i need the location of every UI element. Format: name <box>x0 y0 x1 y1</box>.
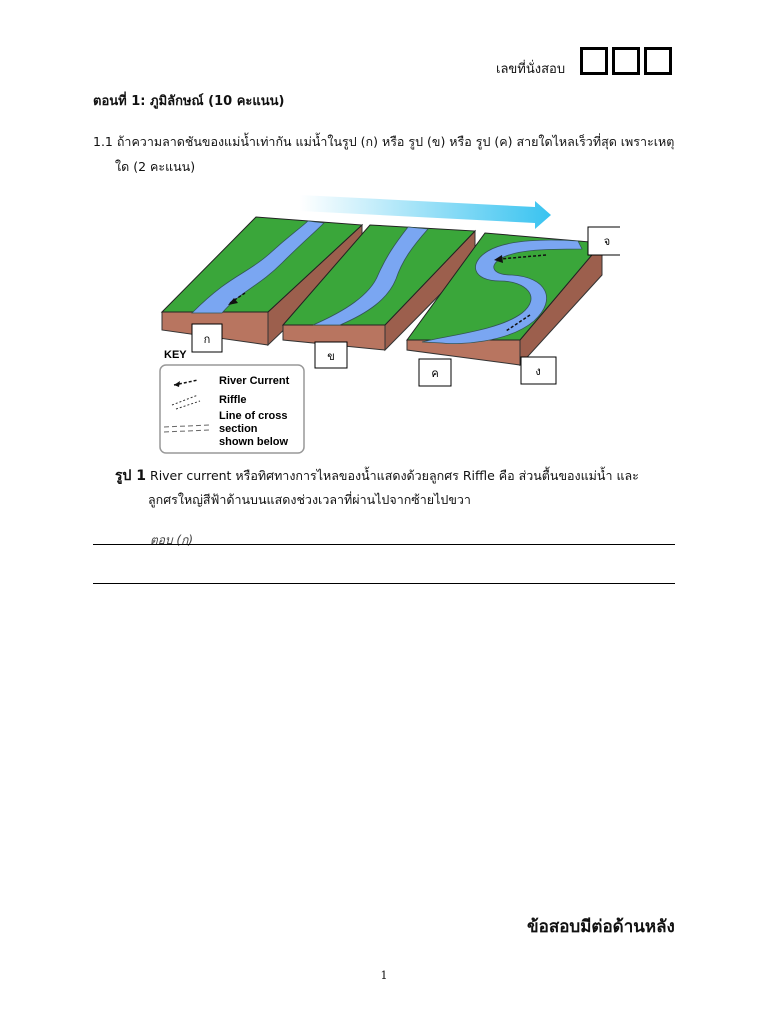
figure-caption-line-1 <box>115 465 639 487</box>
svg-text:จ: จ <box>603 236 611 248</box>
question-text-line-1: 1.1 ถ้าความลาดชันของแม่น้ำเท่ากัน แม่น้ำในรูป (ก) หรือ รูป (ข) หรือ รูป (ค) สายใดไหลเร็วที่สุด เพราะเหตุ <box>93 134 675 149</box>
svg-text:ค: ค <box>431 368 439 380</box>
key-river-current: River Current <box>219 375 290 387</box>
answer-line-1[interactable] <box>93 544 675 545</box>
label-c <box>419 359 451 386</box>
label-b <box>315 342 347 368</box>
key-cross-section-2: section <box>219 423 258 435</box>
key-cross-section-1: Line of cross <box>219 410 288 422</box>
seat-number-label: เลขที่นั่งสอบ <box>496 62 566 77</box>
section-title: ตอนที่ 1: ภูมิลักษณ์ (10 คะแนน) <box>93 94 285 109</box>
key-riffle: Riffle <box>219 394 247 406</box>
svg-text:ง: ง <box>535 366 541 378</box>
key-legend <box>160 365 304 453</box>
seat-number-box-2[interactable] <box>612 47 640 75</box>
question-text-line-2: ใด (2 คะแนน) <box>115 159 196 174</box>
page-number: 1 <box>380 969 388 982</box>
label-e <box>588 227 620 255</box>
continue-notice: ข้อสอบมีต่อด้านหลัง <box>527 917 675 937</box>
svg-text:ข: ข <box>327 351 335 363</box>
label-a <box>192 324 222 352</box>
seat-number-box-3[interactable] <box>644 47 672 75</box>
figure-caption-label: รูป 1 <box>115 468 147 484</box>
label-d <box>521 357 556 384</box>
seat-number-box-1[interactable] <box>580 47 608 75</box>
answer-line-2[interactable] <box>93 583 675 584</box>
river-diagram <box>150 185 620 465</box>
figure-caption-text: River current หรือทิศทางการไหลของน้ำแสดงด้วยลูกศร Riffle คือ ส่วนตื้นของแม่น้ำ และ <box>146 468 639 483</box>
key-title: KEY <box>164 349 187 361</box>
svg-text:ก: ก <box>203 334 211 346</box>
key-cross-section-3: shown below <box>219 436 289 448</box>
answer-label: ตอบ (ก) <box>150 533 194 547</box>
figure-caption-line-2: ลูกศรใหญ่สีฟ้าด้านบนแสดงช่วงเวลาที่ผ่านไปจากซ้ายไปขวา <box>148 492 471 507</box>
